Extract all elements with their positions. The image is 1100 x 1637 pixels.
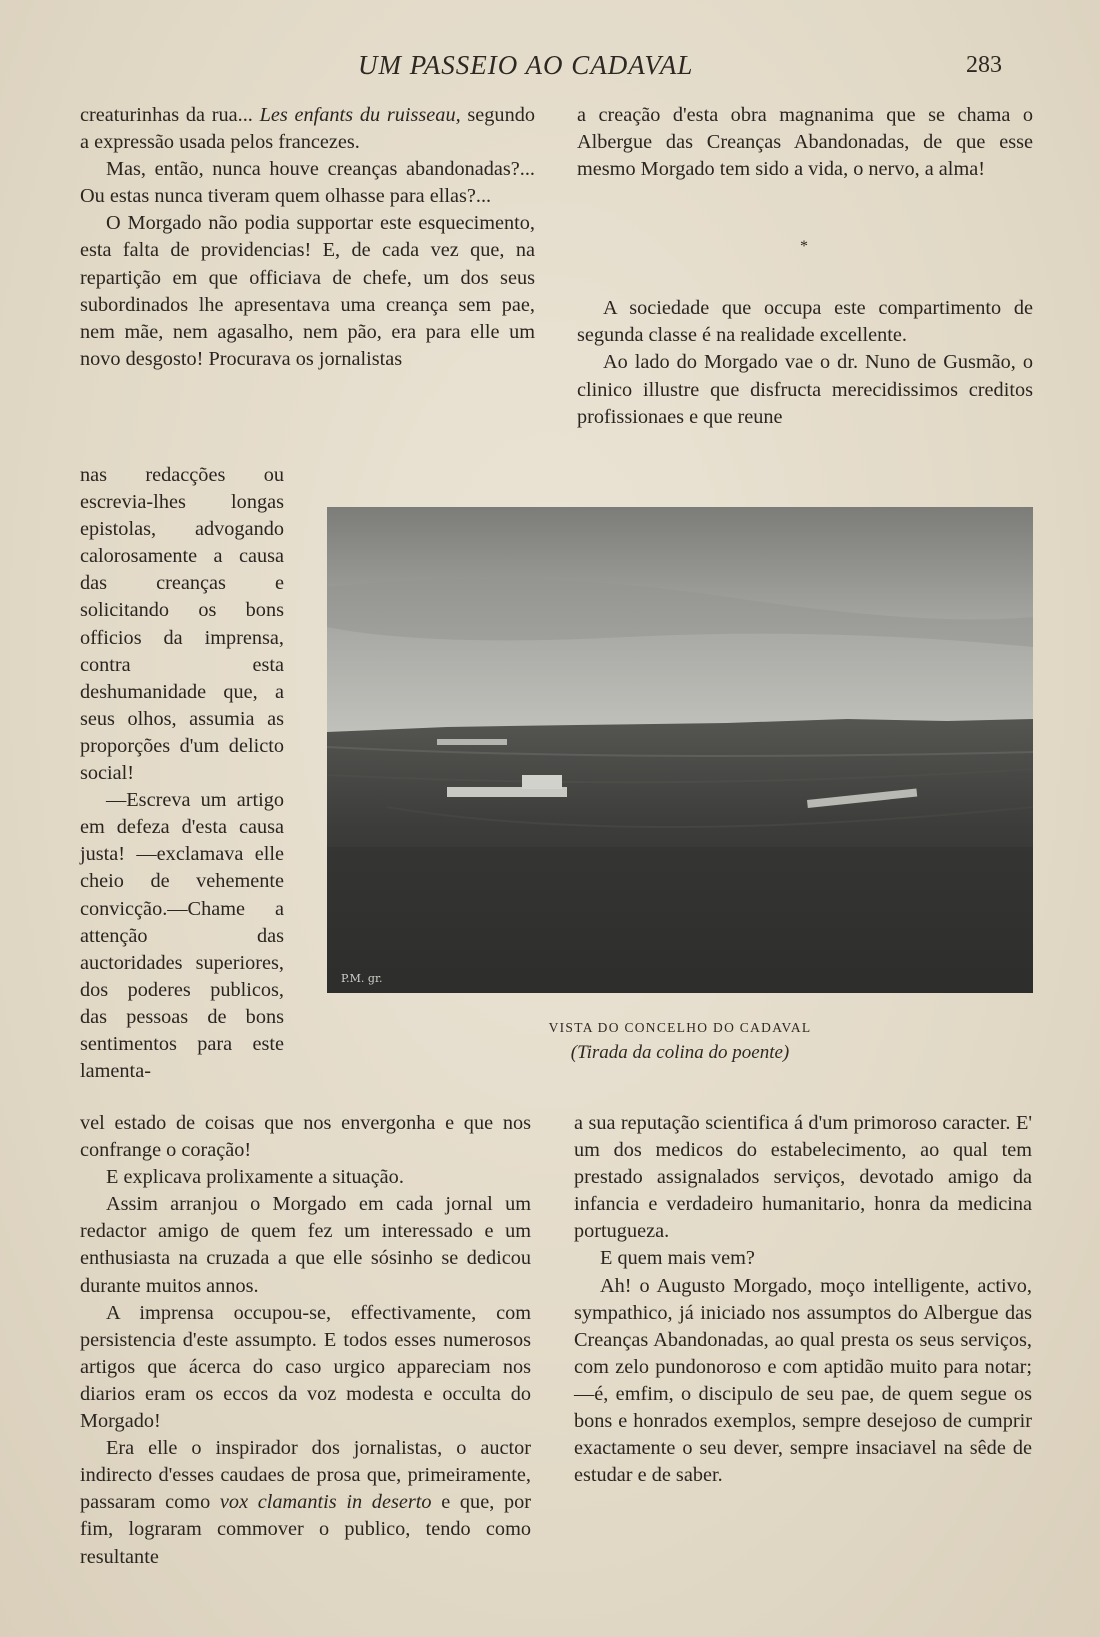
- left-column-wrap: [80, 462, 284, 1085]
- section-break-asterisk: *: [800, 238, 808, 255]
- paragraph: vel estado de coisas que nos envergonha e que nos confrange o coração!: [80, 1112, 531, 1162]
- paragraph: a sua reputação scientifica á d'um primoroso caracter. E' um dos medicos do estabelecimento, ao qual tem prestado assignalados serviços, devotado amigo da infancia e verdadeiro humanitario, honra da medicina portugueza.: [574, 1112, 1032, 1243]
- paragraph-text: creaturinhas da rua...: [80, 104, 260, 126]
- italic-phrase: Les enfants du ruisseau,: [259, 104, 461, 126]
- paragraph: A imprensa occupou-se, effectivamente, com persistencia d'este assumpto. E todos esses numerosos artigos que ácerca do caso urgico appareciam nos diarios eram os eccos da voz modesta e occulta do Morgado!: [80, 1301, 531, 1433]
- figure-caption-title: VISTA DO CONCELHO DO CADAVAL: [548, 1020, 812, 1035]
- paragraph: O Morgado não podia supportar este esquecimento, esta falta de providencias! E, de cada vez que, na repartição em que officiava de chefe, um dos seus subordinados lhe apresentava uma creança sem pae, nem mãe, nem agasalho, nem pão, era para elle um novo desgosto! Procurava os jornalistas: [80, 212, 535, 370]
- paragraph: Assim arranjou o Morgado em cada jornal um redactor amigo de quem fez um interessado e um enthusiasta na cruzada a que elle sósinho se dedicou durante muitos annos.: [80, 1193, 531, 1297]
- paragraph-text: Era elle o inspirador dos jornalistas, o auctor indirecto d'esses caudaes de prosa que, primeiramente, passaram como: [80, 1437, 531, 1514]
- page-number: 283: [966, 52, 1002, 78]
- paragraph: [80, 1435, 531, 1570]
- paragraph: [80, 102, 535, 156]
- paragraph: E explicava prolixamente a situação.: [106, 1166, 404, 1189]
- paragraph-text: segundo a expressão usada pelos francezes.: [80, 104, 535, 154]
- landscape-photograph: [327, 507, 1033, 993]
- paragraph: —Escreva um artigo em defeza d'esta causa justa! —exclamava elle cheio de vehemente convicção.—Chame a attenção das auctoridades superiores, dos poderes publicos, das pessoas de bons sentimentos para este lamenta-: [80, 789, 284, 1083]
- paragraph: E quem mais vem?: [600, 1247, 755, 1270]
- paragraph: Ao lado do Morgado vae o dr. Nuno de Gusmão, o clinico illustre que disfructa merecidissimos creditos profissionaes e que reune: [577, 351, 1033, 428]
- right-column-top: [577, 102, 1033, 431]
- paragraph: Mas, então, nunca houve creanças abandonadas?... Ou estas nunca tiveram quem olhasse para ellas?...: [80, 158, 535, 208]
- paragraph: A sociedade que occupa este compartimento de segunda classe é na realidade excellente.: [577, 297, 1033, 347]
- left-column-bottom: [80, 1110, 531, 1571]
- figure-caption-subtitle: (Tirada da colina do poente): [570, 1042, 790, 1063]
- left-column-top: [80, 102, 535, 373]
- right-column-bottom: [574, 1110, 1032, 1489]
- running-title: UM PASSEIO AO CADAVAL: [358, 50, 694, 80]
- paragraph-text: e que, por fim, lograram commover o publico, tendo como resultante: [80, 1491, 531, 1568]
- paragraph: Ah! o Augusto Morgado, moço intelligente, activo, sympathico, já iniciado nos assumptos do Albergue das Creanças Abandonadas, ao qual presta os seus serviços, com zelo pundonoroso e com aptidão muito para notar;—é, emfim, o discipulo de seu pae, de quem segue os bons e honrados exemplos, sempre desejoso de cumprir exactamente o seu dever, sempre insaciavel na sêde de estudar e de saber.: [574, 1274, 1032, 1487]
- running-header: [0, 50, 1100, 90]
- italic-phrase: vox clamantis in deserto: [219, 1491, 432, 1514]
- photo-signature: P.M. gr.: [341, 972, 383, 985]
- paragraph: nas redacções ou escrevia-lhes longas epistolas, advogando calorosamente a causa das creanças e solicitando os bons officios da imprensa, contra esta deshumanidade que, a seus olhos, assumia as proporções d'um delicto social!: [80, 464, 284, 785]
- paragraph: a creação d'esta obra magnanima que se chama o Albergue das Creanças Abandonadas, de que esse mesmo Morgado tem sido a vida, o nervo, a alma!: [577, 104, 1033, 181]
